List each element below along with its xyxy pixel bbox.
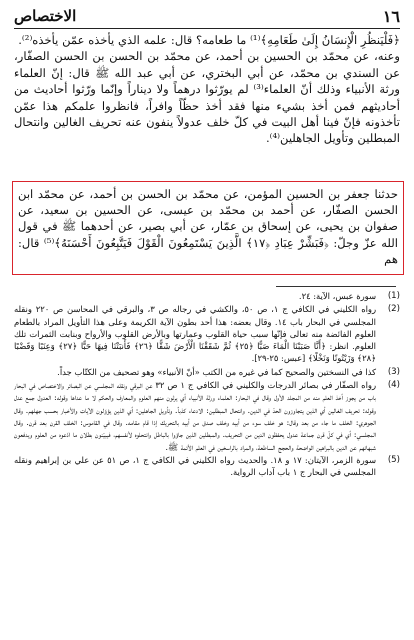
body-paragraph: وعنه، عن محمّد بن الحسين بن أحمد، عن محمّد بن الحسن بن الحسن الصفّار، عن السندي بن محمّد، عن أبي البختري، عن أبي عبد الله ﷺ قال: إنّ العلماء ورثة الأنبياء وذلك أنّ العلماء⁽³⁾ لم يورّثوا درهماً ولا ديناراً وإنّما ورّثوا أحاديث من أحاديثهم فمن أخذ بشيء منها فقد أخذ حظّاً وافراً، فانظروا علمكم هذا عمّن تأخذونه فإنّ فينا أهل البيت في كلّ خلف عدولاً ينفون عنه تحريف الغالين وانتحال المبطلين وتأويل الجاهلين⁽⁴⁾. xyxy=(14,49,400,146)
highlighted-passage: حدثنا جعفر بن الحسين المؤمن، عن محمّد بن الحسن بن أحمد، عن محمّد ابن الحسن الصفّار، عن أحمد بن محمّد بن عيسى، عن الحسين بن سعيد، عن صفوان بن يحيى، عن إسحاق بن عمّار، عن أبي بصير، عن أحدهما ﷺ في قول الله عزّ وجلّ: ﴿فَبَشِّرْ عِبَادِ ﴿١٧﴾ الَّذِينَ يَسْتَمِعُونَ الْقَوْلَ فَيَتَّبِعُونَ أَحْسَنَهُ﴾⁽⁵⁾ قال: هم xyxy=(18,187,398,266)
footnote-text: رواه الكليني في الكافي ج ١، ص ٥٠، والكشي في رجاله ص ٣، والبرقي في المحاسن ص ٢٢٠ ونقله المجلسي في البحار باب ١٤. وقال بعضه: هذا أحد بطون الآية الكريمة وعلى هذا التأويل المراد بالطعام العلوم الفائضة منه تعالى فإنّها سبب حياة القلوب وعمارتها وبالأرض القلوب والأرواح وبنابت الثمرات تلك العلوم. انظر: ﴿أَنَّا صَبَبْنَا الْمَاءَ صَبًّا ﴿٢٥﴾ ثُمَّ شَقَقْنَا الْأَرْضَ شَقًّا ﴿٢٦﴾ فَأَنبَتْنَا فِيهَا حَبًّا ﴿٢٧﴾ وَعِنَبًا وَقَضْبًا ﴿٢٨﴾ وَزَيْتُونًا وَنَخْلًا﴾ [عبس: ٢٥-٢٩]. xyxy=(14,304,377,364)
footnote xyxy=(14,303,400,364)
footnote-text: سورة عبس، الآية: ٢٤. xyxy=(298,291,376,301)
footnote-number: (2) xyxy=(387,304,400,315)
footnotes xyxy=(14,290,400,479)
footnote-number: (5) xyxy=(387,454,400,465)
footnote-number: (4) xyxy=(387,380,400,391)
footnote xyxy=(14,290,400,302)
footnote xyxy=(14,454,400,479)
page-header xyxy=(14,6,400,26)
footnote-number: (1) xyxy=(387,291,400,301)
footnote xyxy=(14,379,400,453)
page-number: ١٦ xyxy=(382,6,400,26)
footnote-number: (3) xyxy=(387,366,400,377)
footnote-separator xyxy=(276,286,396,287)
footnote xyxy=(14,366,400,378)
header-rule xyxy=(14,28,400,29)
footnote-text: كذا في النسختين والصحيح كما في غيره من الكتب «أنّ الأنبياء» وهو تصحيف من الكتّاب جداً. xyxy=(57,366,376,377)
footnote-text: رواه الصفّار في بصائر الدرجات والكليني في الكافي ج ١ ص ٣٢ عن البرقي ونقله المجلسي عن البصائر والاختصاص في البحار باب من يجوز أخذ العلم منه من المجلد الأول وقال في البحار: العلماء ورثة الأنبياء أي يرثون منهم العلوم والمعارف والحكم لا ما عداها وقوله: العدول جمع عدل وقوله: تحريف الغالين أي الذين يتجاوزون الحدّ في الدين. وانتحال المبطلين: الادعاء كذباً. وتأويل الجاهلين: أي الذين يؤوّلون الآيات والأخبار بحسب جهلهم. وقال الجوهري: الخلف ما جاء من بعد وقال: هو خلف سوء من أبيه وخلف صدق من أبيه بالتحريك إذا قام مقامه. وقال في القاموس: الخلف القرن بعد قرن. وقال المجلسي: أي في كلّ قرن جماعة عدول يحفظون الدين من التحريف. والمبطلين الذين جاؤوا بالباطل وانتحلوه لأنفسهم، فيبيّنون بطلان ما ادّعوه من العلوم ويدفعون شبهاتهم عن الدين بالبراهين الواضحة والحجج الساطعة، والمراد بالراسخين في العلم الأئمة ﷺ. xyxy=(14,380,376,452)
footnote-text: سورة الزمر، الآيتان: ١٧ و ١٨. والحديث رواه الكليني في الكافي ج ١، ص ٥١ عن علي بن إبراهيم ونقله المجلسي في البحار ج ١ باب آداب الرواية. xyxy=(14,454,377,478)
page-title: الاختصاص xyxy=(14,7,77,25)
body-paragraph: ﴿فَلْيَنظُرِ الْإِنسَانُ إِلَىٰ طَعَامِهِ﴾⁽¹⁾ ما طعامه؟ قال: علمه الذي يأخذه عمّن يأخذه⁽²⁾. xyxy=(18,33,400,47)
main-text xyxy=(14,32,400,147)
